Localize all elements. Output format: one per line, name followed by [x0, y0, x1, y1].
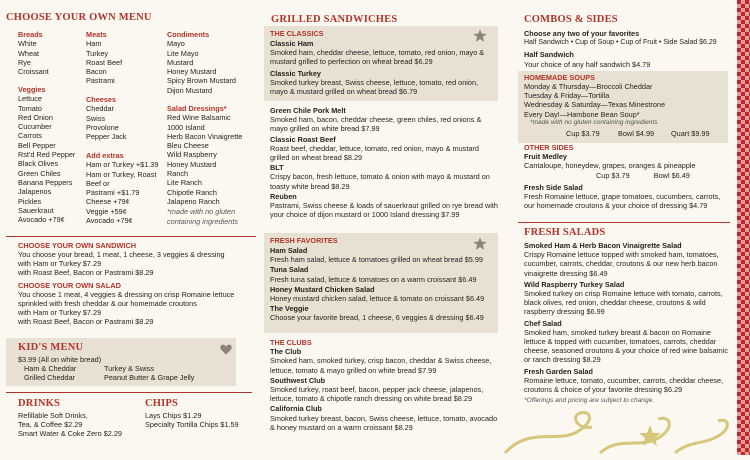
item-name: Wild Raspberry Turkey Salad	[524, 279, 625, 289]
list-item: Swiss	[86, 113, 106, 123]
item-desc: Fresh tuna salad, lettuce & tomatoes on a warm croissant $6.49	[270, 274, 477, 284]
list-item: Croissant	[18, 67, 49, 77]
item-desc: Fresh ham salad, lettuce & tomatoes grilled on wheat bread $5.99	[270, 255, 483, 265]
meats-heading: Meats	[86, 30, 107, 39]
breads-list	[18, 30, 84, 76]
fresh-favorites-heading: FRESH FAVORITES	[270, 236, 338, 245]
fresh-favorites-box	[264, 233, 498, 333]
clubs-section	[270, 338, 498, 432]
item-desc: Romaine lettuce, tomato, cucumber, carrots, cheddar cheese, croutons & choice of your favorite dressing $6.29	[524, 375, 724, 395]
list-item: Ham	[86, 39, 102, 49]
build-section	[6, 236, 256, 326]
list-item: Lettuce	[18, 94, 42, 104]
list-item: Spicy Brown Mustard	[167, 76, 236, 86]
combo-option: Cup of Soup	[575, 39, 615, 47]
item-desc: Smoked turkey on crisp Romaine lettuce with tomato, carrots, black olives, red onion, cheddar cheese, croutons & wild raspberry dressing $6.99	[524, 289, 723, 317]
kids-item: Turkey & Swiss	[104, 364, 155, 373]
build-salad-line: with Ham or Turkey $7.29	[18, 308, 102, 318]
item-name: BLT	[270, 163, 284, 173]
item-name: The Veggie	[270, 304, 309, 314]
item-name: Half Sandwich	[524, 50, 574, 60]
divider	[6, 236, 256, 237]
drinks-line: Tea, & Coffee $2.29	[18, 420, 83, 430]
list-item: Ranch	[167, 169, 189, 179]
build-sandwich-line: with Roast Beef, Bacon or Pastrami $8.29	[18, 268, 154, 278]
dressings-list	[167, 104, 257, 226]
list-item: Bacon	[86, 67, 107, 77]
list-item: Wheat	[18, 48, 40, 58]
list-item: Jalapeno Ranch	[167, 196, 220, 206]
chips-section	[145, 398, 255, 429]
build-sandwich-title: CHOOSE YOUR OWN SANDWICH	[18, 241, 137, 250]
list-item: Green Chiles	[18, 168, 61, 178]
choose-menu-title: CHOOSE YOUR OWN MENU	[6, 12, 152, 23]
favorites-items	[270, 246, 496, 323]
build-salad-line: with Roast Beef, Bacon or Pastrami $8.29	[18, 317, 154, 327]
dressings-note: *made with no gluten containing ingredients	[167, 207, 238, 226]
item-name: Classic Ham	[270, 39, 314, 48]
list-item: Wild Raspberry	[167, 150, 217, 160]
dressings-heading: Salad Dressings*	[167, 104, 227, 113]
list-item: Rye	[18, 57, 31, 67]
item-name: Tuna Salad	[270, 265, 309, 275]
drinks-line: Refillable Soft Drinks,	[18, 411, 88, 420]
item-name: Classic Turkey	[270, 68, 321, 78]
drinks-line: Smart Water & Coke Zero $2.29	[18, 429, 122, 439]
other-sides	[524, 143, 730, 210]
build-salad-line: sprinkled with fresh cheddar & our homemade croutons	[18, 298, 197, 308]
list-item: Ham or Turkey, Roast Beef or	[86, 169, 157, 188]
list-item: Tomato	[18, 103, 42, 113]
meats-list	[86, 30, 166, 86]
list-item: Turkey	[86, 48, 109, 58]
breads-heading: Breads	[18, 30, 43, 39]
drinks-section	[18, 398, 133, 439]
item-desc: Smoked turkey breast, bacon, Swiss cheese, lettuce, tomato, avocado & honey mustard on a warm croissant $8.29	[270, 413, 498, 432]
clubs-heading: THE CLUBS	[270, 338, 312, 347]
list-item: 1000 Island	[167, 122, 205, 132]
item-desc: Fresh Romaine lettuce, grape tomatoes, cucumbers, carrots, our homemade croutons & your choice of dressing $4.79	[524, 192, 721, 211]
item-name: Honey Mustard Chicken Salad	[270, 284, 375, 294]
list-item: Pepper Jack	[86, 132, 127, 142]
list-item: Avocado +79¢	[18, 215, 65, 225]
soup-price: Bowl $4.99	[618, 129, 655, 138]
salads-list	[524, 241, 730, 405]
item-desc: Cantaloupe, honeydew, grapes, oranges & pineapple	[524, 161, 696, 171]
list-item: Red Onion	[18, 112, 53, 122]
kids-item: Ham & Cheddar	[24, 364, 77, 373]
soup-line: Tuesday & Friday—Tortilla	[524, 91, 610, 101]
list-item: Rst'd Red Pepper	[18, 150, 76, 160]
item-desc: Smoked turkey, roast beef, bacon, pepper jack cheese, jalapenos, lettuce, tomato & chipotle ranch dressing on white bread $8.29	[270, 385, 484, 404]
list-item: Mayo	[167, 39, 185, 49]
item-desc: Pastrami, Swiss cheese & loads of sauerkraut grilled on rye bread with your choice of dijon mustard or 1000 Island dressing $7.99	[270, 201, 498, 220]
soup-price: Cup $3.79	[566, 129, 600, 138]
divider	[6, 392, 252, 393]
list-item: Jalapenos	[18, 187, 52, 197]
item-name: Ham Salad	[270, 246, 308, 255]
grilled-title: GRILLED SANDWICHES	[271, 14, 398, 25]
kids-item: Peanut Butter & Grape Jelly	[104, 373, 195, 382]
combos-intro-block	[524, 29, 729, 69]
item-desc: Smoked turkey breast, Swiss cheese, lettuce, tomato, red onion, mayo & mustard grilled on wheat bread $6.79	[270, 77, 479, 97]
item-name: Fresh Side Salad	[524, 182, 583, 192]
item-name: Fruit Medley	[524, 152, 567, 162]
item-name: Reuben	[270, 191, 297, 201]
list-item: Pastrami	[86, 76, 115, 86]
list-item: Bell Pepper	[18, 140, 56, 150]
item-desc: Crispy Romaine lettuce topped with smoked ham, tomatoes, cucumber, carrots, cheddar, croutons & our new herb bacon vinaigrette dressing $6.49	[524, 250, 719, 278]
item-name: The Club	[270, 347, 302, 357]
item-desc: Roast beef, cheddar, lettuce, tomato, red onion, mayo & mustard grilled on wheat bread $8.29	[270, 143, 479, 163]
soups-note: *made with no gluten containing ingredients	[530, 118, 658, 126]
cheeses-list	[86, 95, 166, 141]
fruit-price: Cup $3.79	[596, 170, 630, 180]
fruit-prices	[524, 171, 730, 180]
soups-list	[524, 82, 724, 127]
list-item: Avocado +79¢	[86, 216, 133, 226]
classics-heading: THE CLASSICS	[270, 29, 324, 38]
kids-price: $3.99 (All on white bread)	[18, 355, 102, 364]
combos-title: COMBOS & SIDES	[524, 14, 618, 25]
choose-menu-section	[6, 12, 256, 23]
combos-options	[524, 38, 729, 47]
list-item: Red Wine Balsamic	[167, 113, 231, 123]
list-item: Sauerkraut	[18, 205, 54, 215]
condiments-heading: Condiments	[167, 30, 210, 39]
classic-item	[270, 39, 496, 96]
kids-menu-box	[6, 338, 236, 386]
checkered-border	[737, 0, 750, 455]
list-item: Herb Bacon Vinaigrette	[167, 131, 243, 141]
cheeses-heading: Cheeses	[86, 95, 117, 104]
soup-line: Wednesday & Saturday—Texas Minestrone	[524, 100, 666, 110]
list-item: Banana Peppers	[18, 177, 73, 187]
list-item: Dijon Mustard	[167, 85, 213, 95]
fresh-salads-title: FRESH SALADS	[524, 227, 606, 238]
soup-line: Every Day!—Hambone Bean Soup*	[524, 109, 640, 119]
other-sides-heading: OTHER SIDES	[524, 143, 574, 152]
item-desc: Smoked ham, smoked turkey breast & bacon on Romaine lettuce & topped with cucumber, tomatoes, carrots, cheddar cheese, seasoned croutons & your choice of red wine balsamic or ranch dressing $8.29	[524, 327, 729, 365]
item-name: Fresh Garden Salad	[524, 366, 593, 376]
pricing-note: *Offerings and pricing are subject to change.	[524, 397, 655, 405]
item-desc: Smoked ham, bacon, cheddar cheese, green chiles, red onions & mayo grilled on white bread $7.99	[270, 115, 482, 134]
list-item: Honey Mustard	[167, 159, 217, 169]
list-item: Bleu Cheese	[167, 141, 209, 151]
bullet-icon: •	[658, 39, 664, 47]
classics-box	[264, 26, 498, 101]
item-desc: Choose your favorite bread, 1 cheese, 6 veggies & dressing $6.49	[270, 313, 484, 323]
build-salad-line: You choose 1 meat, 4 veggies & dressing on crisp Romaine lettuce	[18, 289, 235, 299]
soup-line: Monday & Thursday—Broccoli Cheddar	[524, 82, 653, 91]
veggies-heading: Veggies	[18, 85, 46, 94]
soup-price: Quart $9.99	[671, 129, 710, 138]
swirl-ornament-icon	[500, 405, 740, 455]
item-desc: Smoked ham, smoked turkey, crisp bacon, cheddar & Swiss cheese, lettuce, tomato & mayo grilled on white bread $7.99	[270, 356, 492, 375]
combo-option: Cup of Fruit	[620, 39, 657, 47]
item-name: Classic Roast Beef	[270, 134, 336, 144]
item-name: Southwest Club	[270, 375, 326, 385]
build-sandwich-line: You choose your bread, 1 meat, 1 cheese, 3 veggies & dressing	[18, 250, 225, 259]
build-sandwich-line: with Ham or Turkey $7.29	[18, 259, 102, 269]
list-item: Lite Ranch	[167, 178, 202, 188]
bullet-icon: •	[615, 39, 621, 47]
list-item: Mustard	[167, 57, 194, 67]
chips-title: CHIPS	[145, 398, 179, 409]
list-item: Pastrami +$1.79	[86, 188, 140, 198]
extras-heading: Add extras	[86, 151, 124, 160]
item-name: California Club	[270, 404, 322, 414]
item-name: Chef Salad	[524, 318, 562, 328]
item-desc: Honey mustard chicken salad, lettuce & tomato on croissant $6.49	[270, 294, 485, 304]
item-name: Green Chile Pork Melt	[270, 106, 346, 115]
soups-box	[518, 71, 728, 143]
list-item: Black Olives	[18, 159, 59, 169]
list-item: Pickles	[18, 196, 42, 206]
kids-menu-title: KID'S MENU	[18, 342, 84, 353]
combo-option: Side Salad $6.29	[663, 39, 717, 47]
drinks-title: DRINKS	[18, 398, 61, 409]
list-item: Lite Mayo	[167, 48, 199, 58]
item-name: Smoked Ham & Herb Bacon Vinaigrette Salad	[524, 241, 682, 250]
combo-option: Half Sandwich	[524, 39, 569, 47]
heart-icon	[220, 342, 232, 353]
list-item: Provolone	[86, 122, 119, 132]
list-item: Cheese +79¢	[86, 197, 130, 207]
divider	[518, 222, 730, 223]
extras-list	[86, 151, 168, 225]
kids-item: Grilled Cheddar	[24, 373, 76, 382]
chips-line: Lays Chips $1.29	[145, 411, 202, 420]
list-item: Veggie +59¢	[86, 206, 127, 216]
condiments-list	[167, 30, 257, 95]
item-desc: Crispy bacon, fresh lettuce, tomato & onion with mayo & mustard on toasty white bread $8.29	[270, 172, 490, 191]
veggies-list	[18, 85, 86, 224]
fruit-price: Bowl $6.49	[653, 170, 690, 180]
item-desc: Your choice of any half sandwich $4.79	[524, 59, 651, 69]
chips-line: Specialty Tortilla Chips $1.59	[145, 420, 239, 430]
list-item: Cheddar	[86, 104, 114, 114]
bullet-icon: •	[570, 39, 576, 47]
list-item: Roast Beef	[86, 57, 123, 67]
combos-intro: Choose any two of your favorites	[524, 29, 640, 38]
list-item: Honey Mustard	[167, 67, 217, 77]
list-item: Ham or Turkey +$1.39	[86, 160, 159, 170]
item-desc: Smoked ham, cheddar cheese, lettuce, tomato, red onion, mayo & mustard grilled to perfection on wheat bread $6.29	[270, 48, 485, 67]
grilled-items	[270, 106, 498, 219]
soups-heading: HOMEMADE SOUPS	[524, 73, 595, 82]
list-item: White	[18, 39, 37, 49]
build-salad-title: CHOOSE YOUR OWN SALAD	[18, 280, 121, 290]
list-item: Chipotle Ranch	[167, 187, 217, 197]
list-item: Cucumber	[18, 122, 52, 132]
list-item: Carrots	[18, 131, 42, 141]
